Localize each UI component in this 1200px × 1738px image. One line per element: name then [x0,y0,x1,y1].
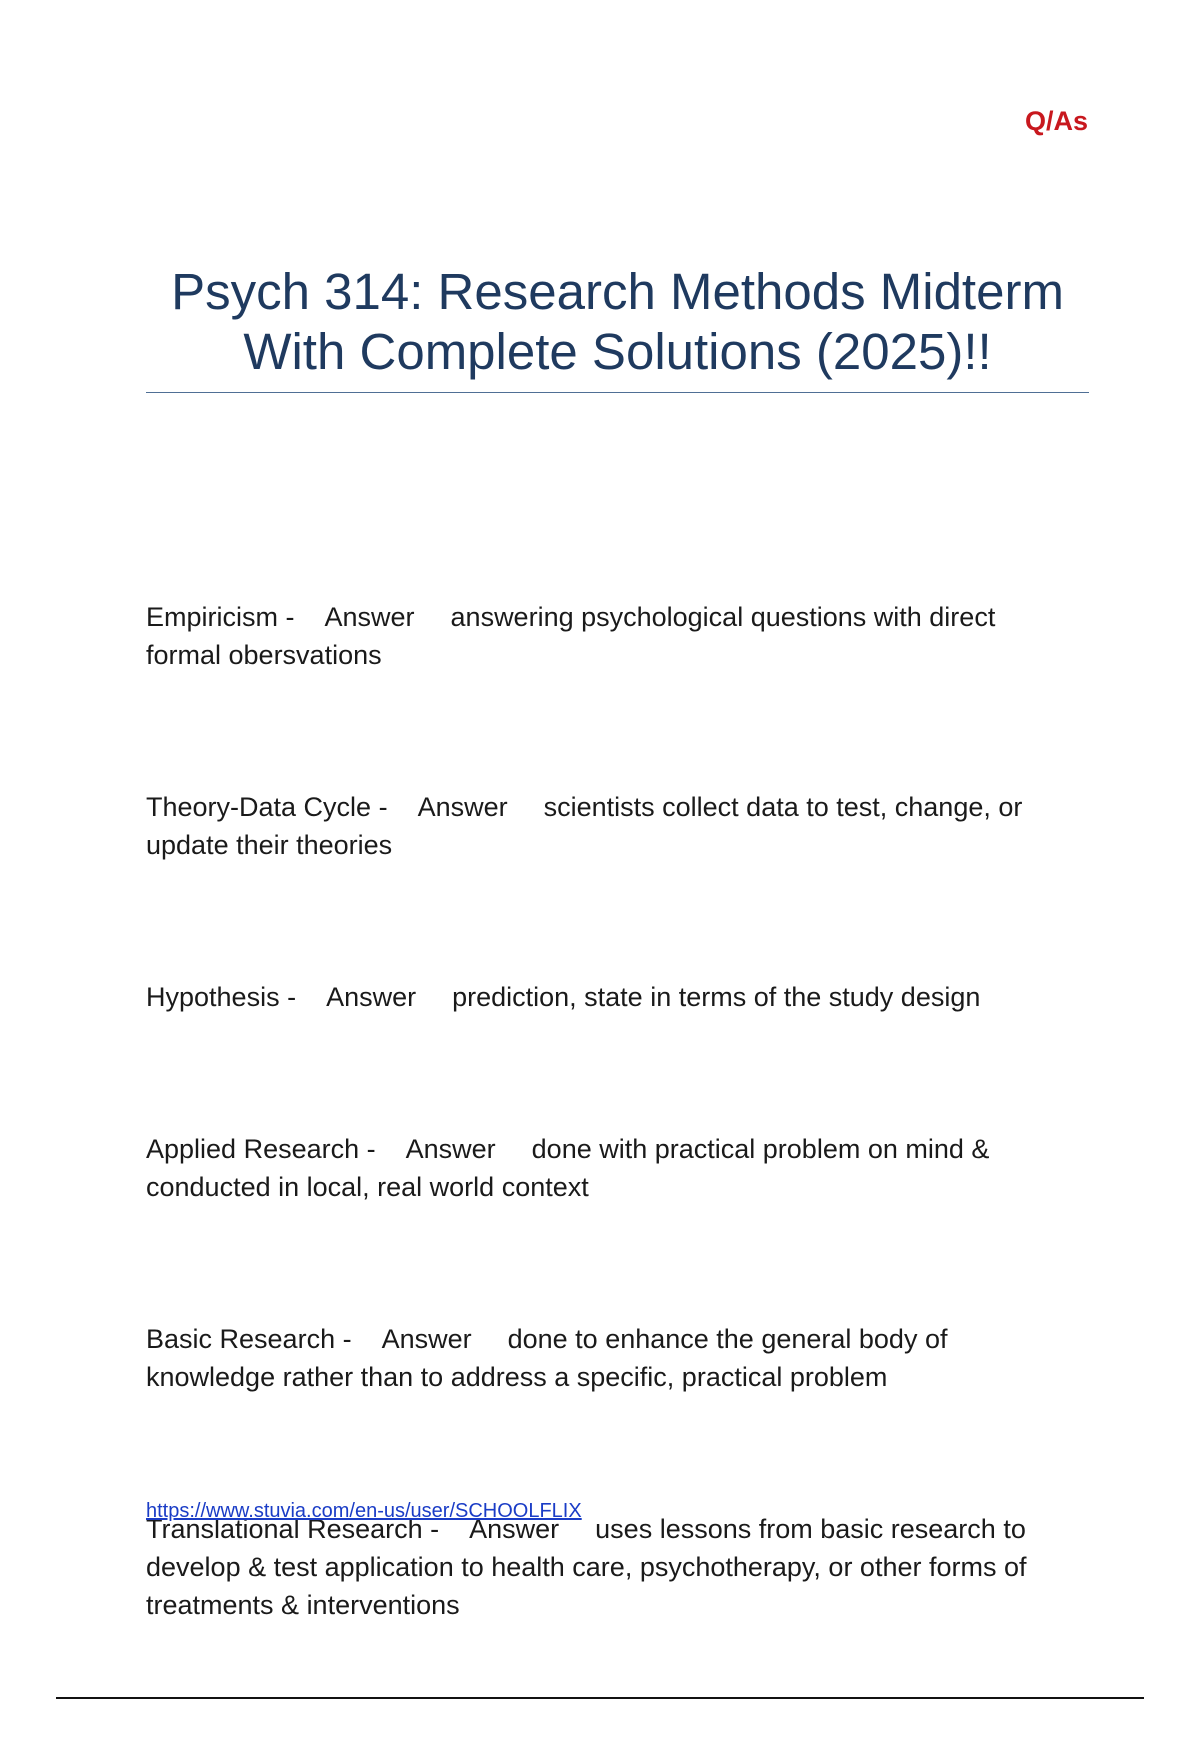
qa-tag: Q/As [1024,106,1088,136]
profile-link[interactable]: https://www.stuvia.com/en-us/user/SCHOOLFLIX [146,1500,582,1522]
qa-entry-hypothesis [146,978,1086,1016]
entry-definition: done with practical problem on mind & [531,1134,990,1164]
entry-continuation-2: treatments & interventions [146,1590,460,1620]
entry-continuation: conducted in local, real world context [146,1172,589,1202]
qa-list [146,598,1086,1738]
entry-term: Translational Research - [146,1514,440,1544]
document-title [146,262,1089,393]
entry-continuation: formal obersvations [146,640,382,670]
entry-definition: done to enhance the general body of [507,1324,948,1354]
page-bottom-rule [56,1697,1144,1699]
entry-definition: answering psychological questions with direct [450,602,996,632]
qa-entry-applied-research [146,1130,1086,1206]
qa-entry-basic-research [146,1320,1086,1396]
entry-term: Basic Research - [146,1324,352,1354]
entry-answer-label: Answer [326,982,417,1012]
entry-definition: scientists collect data to test, change, or [543,792,1023,822]
entry-continuation: develop & test application to health care, psychotherapy, or other forms of [146,1552,1027,1582]
entry-term: Applied Research - [146,1134,376,1164]
entry-continuation: knowledge rather than to address a specific, practical problem [146,1362,888,1392]
title-line-2: With Complete Solutions (2025)!! [243,323,992,380]
qa-entry-empiricism [146,598,1086,674]
entry-answer-label: Answer [324,602,415,632]
entry-answer-label: Answer [405,1134,496,1164]
entry-definition: uses lessons from basic research to [595,1514,1026,1544]
entry-term: Theory-Data Cycle - [146,792,388,822]
title-line-1: Psych 314: Research Methods Midterm [171,263,1064,320]
entry-continuation: update their theories [146,830,393,860]
entry-definition: prediction, state in terms of the study design [452,982,981,1012]
entry-term: Hypothesis - [146,982,297,1012]
qa-entry-translational-research [146,1510,1086,1624]
entry-answer-label: Answer [469,1514,560,1544]
entry-term: Empiricism - [146,602,295,632]
qa-entry-theory-data-cycle [146,788,1086,864]
entry-answer-label: Answer [417,792,508,822]
entry-answer-label: Answer [381,1324,472,1354]
